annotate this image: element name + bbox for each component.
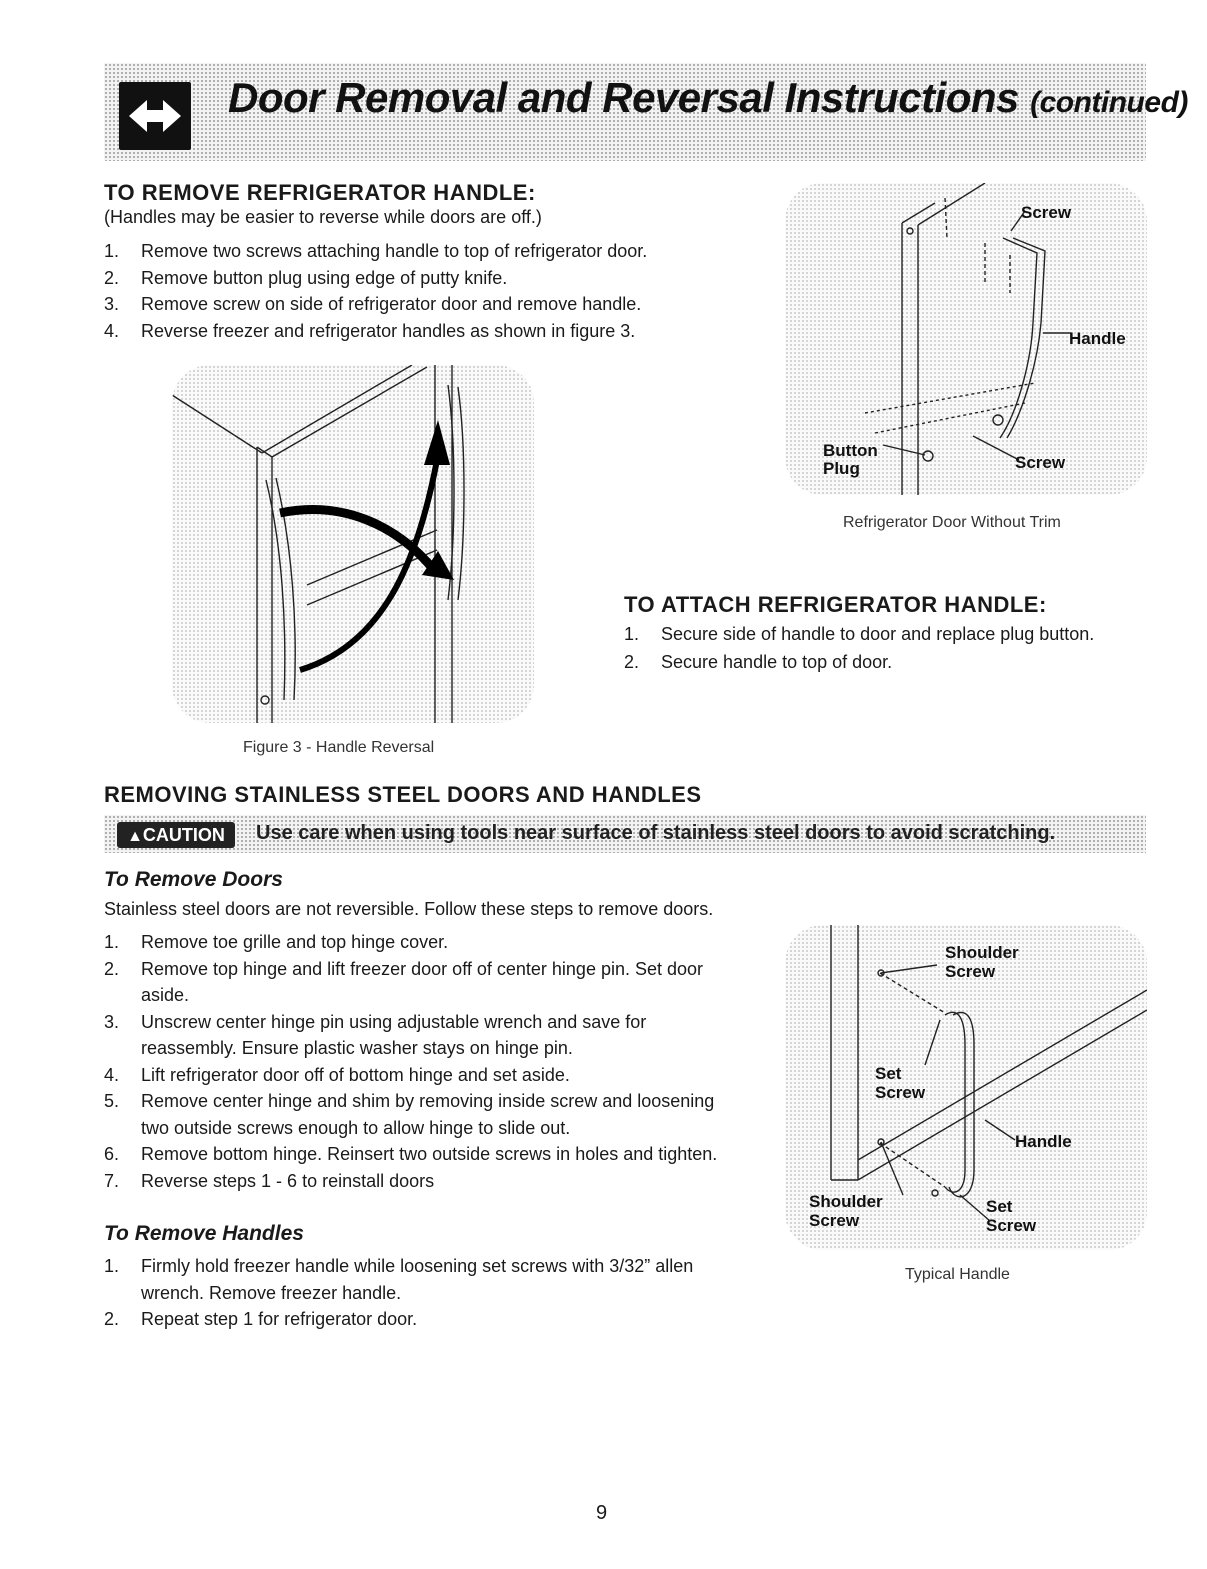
list-item: 6. Remove bottom hinge. Reinsert two outside screws in holes and tighten. (104, 1144, 718, 1164)
attach-handle-steps (624, 620, 1164, 676)
list-item: 2. Secure handle to top of door. (624, 652, 893, 672)
remove-doors-steps (104, 929, 774, 1194)
remove-doors-intro: Stainless steel doors are not reversible. Follow these steps to remove doors. (104, 899, 714, 919)
handle-reversal-figure (172, 365, 534, 723)
list-item: 3. Remove screw on side of refrigerator door and remove handle. (104, 294, 642, 314)
list-item: 4. Reverse freezer and refrigerator handles as shown in figure 3. (104, 320, 636, 341)
page-title-suffix: (continued) (1030, 86, 1188, 119)
list-item: 1. Secure side of handle to door and replace plug button. (624, 624, 1095, 644)
list-item: 2. Repeat step 1 for refrigerator door. (104, 1309, 418, 1329)
left-right-arrows-icon (119, 82, 191, 150)
set-screw-bottom-label-1: Set (986, 1197, 1013, 1216)
page-title-main: Door Removal and Reversal Instructions (228, 74, 1019, 121)
screw-bottom-label: Screw (1015, 453, 1066, 472)
list-item: 1. Remove two screws attaching handle to top of refrigerator door. (104, 241, 648, 261)
page-number: 9 (596, 1502, 608, 1524)
list-item: 5. Remove center hinge and shim by removing inside screw and loosening two outside screws enough to allow hinge to slide out. (104, 1091, 715, 1138)
list-item: 4. Lift refrigerator door off of bottom hinge and set aside. (104, 1064, 570, 1085)
typical-handle-caption: Typical Handle (905, 1266, 1010, 1283)
set-screw-bottom-label-2: Screw (986, 1216, 1037, 1235)
remove-handle-note: (Handles may be easier to reverse while doors are off.) (104, 207, 542, 227)
remove-handles-steps (104, 1253, 774, 1333)
caution-text: Use care when using tools near surface of stainless steel doors to avoid scratching. (256, 822, 1056, 844)
list-item: 3. Unscrew center hinge pin using adjustable wrench and save for reassembly. Ensure plastic washer stays on hinge pin. (104, 1011, 647, 1058)
shoulder-screw-top-label-1: Shoulder (945, 943, 1019, 962)
remove-handles-heading: To Remove Handles (104, 1222, 304, 1245)
remove-handle-steps (104, 238, 764, 344)
button-label: Button (823, 441, 878, 460)
remove-doors-heading: To Remove Doors (104, 868, 283, 891)
attach-handle-heading: TO ATTACH REFRIGERATOR HANDLE: (624, 592, 1047, 617)
door-trim-caption: Refrigerator Door Without Trim (843, 514, 1061, 531)
shoulder-screw-bottom-label-2: Screw (809, 1211, 860, 1230)
list-item: 2. Remove top hinge and lift freezer door off of center hinge pin. Set door aside. (104, 958, 704, 1005)
shoulder-screw-bottom-label-1: Shoulder (809, 1192, 883, 1211)
screw-top-label: Screw (1021, 203, 1072, 222)
list-item: 1. Firmly hold freezer handle while loosening set screws with 3/32” allen wrench. Remove freezer handle. (104, 1256, 694, 1303)
refrigerator-door-trim-figure (785, 183, 1147, 495)
plug-label: Plug (823, 459, 860, 478)
list-item: 7. Reverse steps 1 - 6 to reinstall doors (104, 1170, 435, 1191)
handle-reversal-caption: Figure 3 - Handle Reversal (243, 739, 435, 756)
remove-handle-heading: TO REMOVE REFRIGERATOR HANDLE: (104, 180, 536, 205)
stainless-heading: REMOVING STAINLESS STEEL DOORS AND HANDLES (104, 782, 702, 807)
handle-label: Handle (1069, 329, 1126, 348)
shoulder-screw-top-label-2: Screw (945, 962, 996, 981)
list-item: 1. Remove toe grille and top hinge cover. (104, 932, 449, 952)
warning-triangle-icon: ▲ (127, 828, 143, 845)
caution-badge: ▲CAUTION (117, 822, 235, 848)
set-screw-top-label-1: Set (875, 1064, 902, 1083)
list-item: 2. Remove button plug using edge of putty knife. (104, 267, 508, 288)
handle-label: Handle (1015, 1132, 1072, 1151)
set-screw-top-label-2: Screw (875, 1083, 926, 1102)
typical-handle-figure (785, 925, 1147, 1250)
page-title (228, 74, 1188, 122)
